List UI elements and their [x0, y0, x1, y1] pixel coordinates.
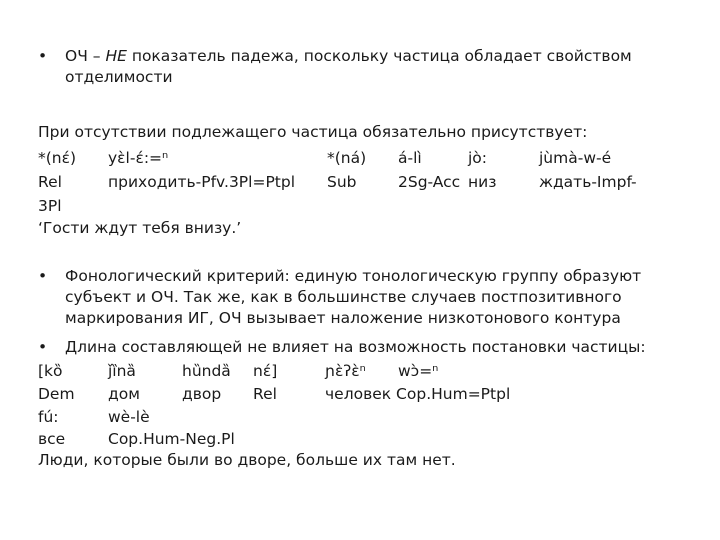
gloss-label: Rel [38, 173, 62, 191]
gloss-label: дом [108, 385, 140, 403]
gloss-label: Dem [38, 385, 75, 403]
gloss-label: приходить-Pfv.3Pl=Ptpl [108, 173, 296, 191]
bullet1-rest: показатель падежа, поскольку частица обладает свойством отделимости [65, 47, 632, 86]
bullet-phonological-criterion [38, 266, 678, 329]
bullet1-emphasis: НЕ [105, 47, 127, 65]
bullet-constituent-length [38, 337, 678, 358]
gloss-word: jò: [468, 149, 488, 167]
gloss-label: ждать-Impf- [539, 173, 637, 191]
gloss-word: nɛ́] [253, 362, 278, 380]
section1-gloss-row3: 3Pl [38, 197, 62, 215]
gloss-word: ǰȉnȁ [108, 362, 136, 380]
gloss-word: ɲɛ̀ʔɛ̀ⁿ [325, 362, 366, 380]
bullet1-prefix: ОЧ – [65, 47, 106, 65]
gloss-label: Cop.Hum-Neg.Pl [108, 430, 235, 448]
gloss-word: hȕndȁ [182, 362, 231, 380]
section1-intro: При отсутствии подлежащего частица обязательно присутствует: [38, 123, 588, 141]
gloss-label: все [38, 430, 66, 448]
gloss-word: *(nɛ́) [38, 149, 77, 167]
bullet-dot: • [38, 338, 48, 356]
gloss-word: [kȍ [38, 362, 63, 380]
gloss-word: wè-lè [108, 408, 150, 426]
gloss-label: Rel [253, 385, 277, 403]
section2-translation: Люди, которые были во дворе, больше их там нет. [38, 451, 456, 469]
gloss-label: двор [182, 385, 222, 403]
bullet-dot: • [38, 267, 48, 285]
gloss-word: wɔ̀=ⁿ [398, 362, 439, 380]
gloss-word: jùmà-w-é [539, 149, 612, 167]
gloss-word: yɛ̀l-ɛ́:=ⁿ [108, 149, 169, 167]
section1-translation: ‘Гости ждут тебя внизу.’ [38, 219, 242, 237]
gloss-word: fú: [38, 408, 59, 426]
gloss-label: 2Sg-Acc [398, 173, 461, 191]
gloss-word: *(ná) [327, 149, 367, 167]
bullet2-text: Фонологический критерий: единую тонологическую группу образуют субъект и ОЧ. Так же, как в большинстве случаев постпозитивного маркирования ИГ, ОЧ вызывает наложение низкотонового контура [65, 267, 642, 327]
bullet3-text: Длина составляющей не влияет на возможность постановки частицы: [65, 338, 646, 356]
gloss-label: человек Cop.Hum=Ptpl [325, 385, 511, 403]
gloss-label: Sub [327, 173, 357, 191]
gloss-label: низ [468, 173, 497, 191]
bullet-ov-not-case-marker [38, 46, 678, 88]
bullet-dot: • [38, 47, 48, 65]
gloss-word: á-lì [398, 149, 422, 167]
